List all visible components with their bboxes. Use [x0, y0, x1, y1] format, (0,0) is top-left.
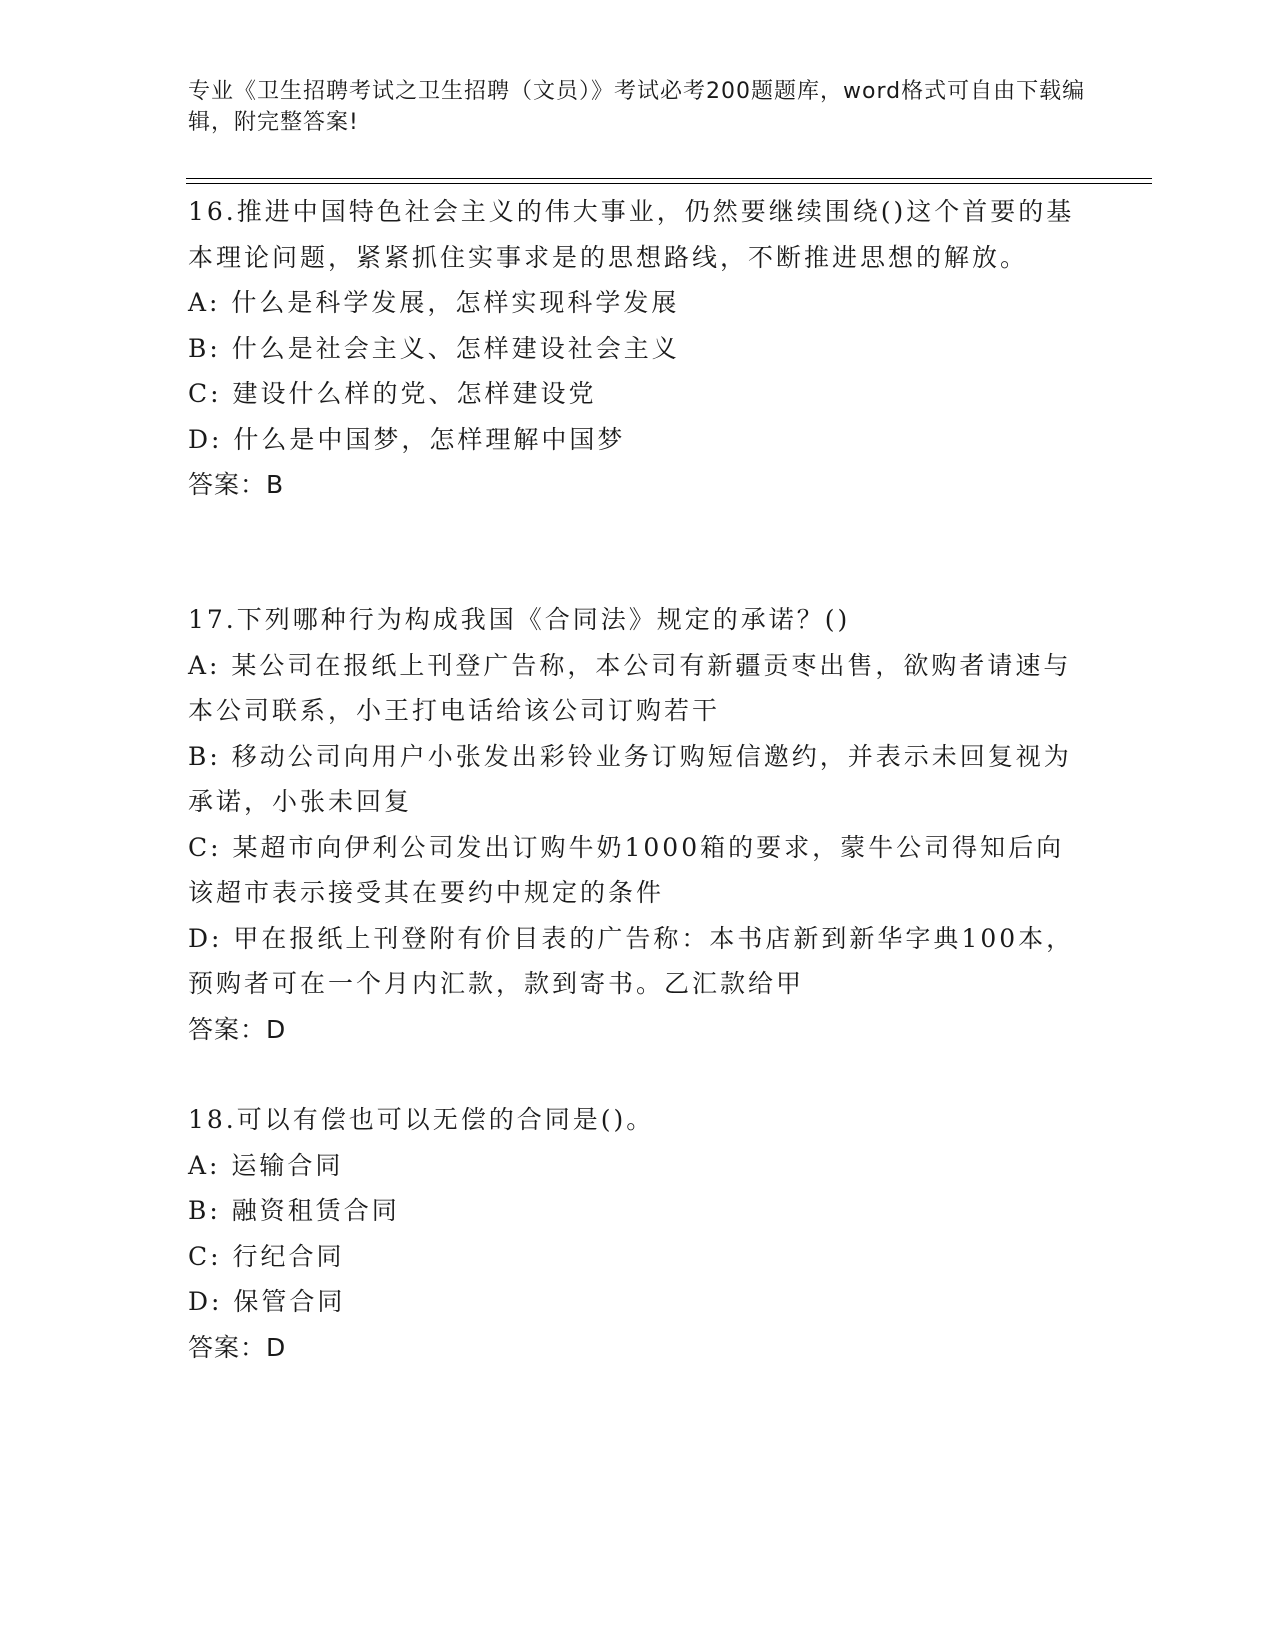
option-d: D: 什么是中国梦，怎样理解中国梦	[188, 424, 626, 454]
option-c: C: 建设什么样的党、怎样建设党	[188, 379, 597, 408]
option-a: A: 什么是科学发展，怎样实现科学发展	[188, 288, 680, 317]
answer-line: 答案：D	[188, 1014, 287, 1044]
option-d: D: 甲在报纸上刊登附有价目表的广告称：本书店新到新华字典100本，预购者可在一个月内汇款，款到寄书。乙汇款给甲	[188, 923, 1075, 998]
option-d: D: 保管合同	[188, 1287, 346, 1316]
question-18	[188, 1097, 1078, 1370]
question-17	[188, 597, 1078, 1052]
answer-line: 答案：D	[188, 1332, 287, 1362]
option-a: A: 运输合同	[188, 1150, 344, 1180]
option-a: A: 某公司在报纸上刊登广告称，本公司有新疆贡枣出售，欲购者请速与本公司联系，小王打电话给该公司订购若干	[188, 650, 1072, 725]
option-c: C: 某超市向伊利公司发出订购牛奶1000箱的要求，蒙牛公司得知后向该超市表示接受其在要约中规定的条件	[188, 832, 1065, 907]
header-divider-top	[186, 178, 1152, 179]
question-stem: 17.下列哪种行为构成我国《合同法》规定的承诺？()	[188, 605, 851, 634]
option-b: B: 融资租赁合同	[188, 1196, 400, 1225]
option-c: C: 行纪合同	[188, 1241, 345, 1271]
option-b: B: 什么是社会主义、怎样建设社会主义	[188, 333, 680, 363]
question-stem: 16.推进中国特色社会主义的伟大事业，仍然要继续围绕()这个首要的基本理论问题，紧紧抓住实事求是的思想路线，不断推进思想的解放。	[188, 197, 1075, 272]
document-header: 专业《卫生招聘考试之卫生招聘（文员）》考试必考200题题库，word格式可自由下载编辑，附完整答案!	[188, 79, 1086, 135]
question-stem: 18.可以有偿也可以无偿的合同是()。	[188, 1105, 655, 1134]
answer-line: 答案：B	[188, 470, 285, 499]
option-b: B: 移动公司向用户小张发出彩铃业务订购短信邀约，并表示未回复视为承诺，小张未回复	[188, 741, 1072, 816]
header-divider-bottom	[186, 183, 1152, 184]
question-16	[188, 189, 1078, 508]
